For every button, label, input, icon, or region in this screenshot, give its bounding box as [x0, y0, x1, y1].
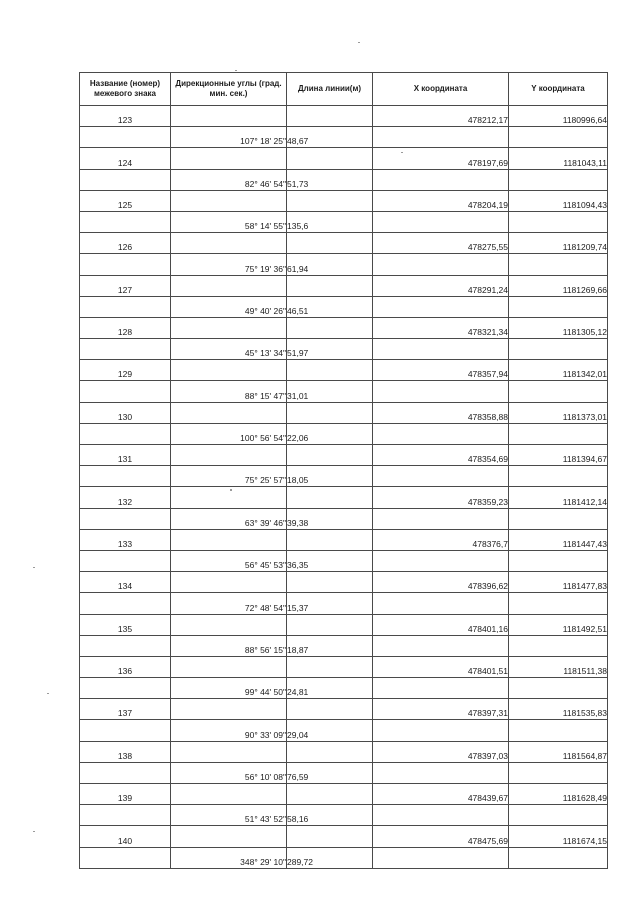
segment-row — [80, 678, 608, 699]
header-row — [80, 73, 608, 106]
point-number-cell — [80, 254, 171, 275]
segment-row — [80, 762, 608, 783]
direction-angle-cell — [171, 784, 287, 805]
header-name: Название (номер) межевого знака — [80, 73, 171, 106]
line-length-cell — [287, 826, 373, 847]
segment-row — [80, 805, 608, 826]
x-coordinate-cell — [373, 423, 509, 444]
y-coordinate-cell: 1181094,43 — [509, 190, 608, 211]
y-coordinate-cell — [509, 593, 608, 614]
segment-row — [80, 296, 608, 317]
direction-angle-cell: 58° 14' 55" — [171, 211, 287, 232]
line-length-cell — [287, 275, 373, 296]
y-coordinate-cell — [509, 254, 608, 275]
segment-row — [80, 381, 608, 402]
point-number-cell — [80, 466, 171, 487]
direction-angle-cell: 99° 44' 50" — [171, 678, 287, 699]
y-coordinate-cell — [509, 211, 608, 232]
direction-angle-cell: 88° 56' 15" — [171, 635, 287, 656]
line-length-cell: 18,05 — [287, 466, 373, 487]
y-coordinate-cell — [509, 296, 608, 317]
line-length-cell: 39,38 — [287, 508, 373, 529]
x-coordinate-cell: 478358,88 — [373, 402, 509, 423]
direction-angle-cell — [171, 572, 287, 593]
x-coordinate-cell — [373, 296, 509, 317]
direction-angle-cell — [171, 317, 287, 338]
y-coordinate-cell: 1181269,66 — [509, 275, 608, 296]
y-coordinate-cell — [509, 423, 608, 444]
point-number-cell: 129 — [80, 360, 171, 381]
direction-angle-cell — [171, 148, 287, 169]
direction-angle-cell — [171, 233, 287, 254]
scan-speck — [358, 42, 360, 43]
y-coordinate-cell — [509, 381, 608, 402]
line-length-cell: 15,37 — [287, 593, 373, 614]
line-length-cell: 36,35 — [287, 550, 373, 571]
point-row — [80, 148, 608, 169]
line-length-cell: 76,59 — [287, 762, 373, 783]
direction-angle-cell: 45° 13' 34" — [171, 339, 287, 360]
y-coordinate-cell: 1180996,64 — [509, 106, 608, 127]
line-length-cell: 22,06 — [287, 423, 373, 444]
direction-angle-cell: 72° 48' 54" — [171, 593, 287, 614]
line-length-cell — [287, 106, 373, 127]
direction-angle-cell — [171, 402, 287, 423]
x-coordinate-cell: 478212,17 — [373, 106, 509, 127]
line-length-cell — [287, 614, 373, 635]
point-number-cell — [80, 720, 171, 741]
direction-angle-cell — [171, 106, 287, 127]
y-coordinate-cell — [509, 678, 608, 699]
scan-speck — [47, 693, 49, 694]
x-coordinate-cell — [373, 720, 509, 741]
point-row — [80, 106, 608, 127]
point-number-cell: 124 — [80, 148, 171, 169]
y-coordinate-cell — [509, 847, 608, 868]
line-length-cell: 58,16 — [287, 805, 373, 826]
y-coordinate-cell: 1181373,01 — [509, 402, 608, 423]
point-number-cell — [80, 847, 171, 868]
segment-row — [80, 720, 608, 741]
direction-angle-cell: 100° 56' 54" — [171, 423, 287, 444]
y-coordinate-cell: 1181412,14 — [509, 487, 608, 508]
point-row — [80, 402, 608, 423]
point-number-cell: 137 — [80, 699, 171, 720]
x-coordinate-cell — [373, 593, 509, 614]
point-number-cell — [80, 593, 171, 614]
point-number-cell — [80, 678, 171, 699]
segment-row — [80, 339, 608, 360]
point-number-cell — [80, 550, 171, 571]
line-length-cell — [287, 445, 373, 466]
direction-angle-cell — [171, 741, 287, 762]
direction-angle-cell — [171, 487, 287, 508]
point-number-cell: 133 — [80, 529, 171, 550]
segment-row — [80, 847, 608, 868]
point-number-cell: 123 — [80, 106, 171, 127]
line-length-cell: 51,97 — [287, 339, 373, 360]
y-coordinate-cell: 1181477,83 — [509, 572, 608, 593]
y-coordinate-cell: 1181043,11 — [509, 148, 608, 169]
scan-speck — [33, 831, 35, 832]
y-coordinate-cell: 1181564,87 — [509, 741, 608, 762]
point-row — [80, 614, 608, 635]
point-number-cell: 136 — [80, 656, 171, 677]
header-length: Длина линии(м) — [287, 73, 373, 106]
x-coordinate-cell: 478376,7 — [373, 529, 509, 550]
line-length-cell — [287, 699, 373, 720]
x-coordinate-cell — [373, 381, 509, 402]
header-x: X координата — [373, 73, 509, 106]
line-length-cell: 51,73 — [287, 169, 373, 190]
x-coordinate-cell — [373, 805, 509, 826]
point-number-cell: 128 — [80, 317, 171, 338]
x-coordinate-cell — [373, 508, 509, 529]
point-row — [80, 656, 608, 677]
point-number-cell: 135 — [80, 614, 171, 635]
line-length-cell: 31,01 — [287, 381, 373, 402]
x-coordinate-cell: 478291,24 — [373, 275, 509, 296]
direction-angle-cell — [171, 699, 287, 720]
y-coordinate-cell: 1181511,38 — [509, 656, 608, 677]
y-coordinate-cell — [509, 169, 608, 190]
line-length-cell: 24,81 — [287, 678, 373, 699]
point-number-cell — [80, 762, 171, 783]
point-number-cell: 139 — [80, 784, 171, 805]
point-number-cell — [80, 423, 171, 444]
x-coordinate-cell — [373, 635, 509, 656]
segment-row — [80, 635, 608, 656]
x-coordinate-cell: 478197,69 — [373, 148, 509, 169]
point-number-cell — [80, 296, 171, 317]
y-coordinate-cell — [509, 127, 608, 148]
direction-angle-cell — [171, 360, 287, 381]
line-length-cell — [287, 190, 373, 211]
x-coordinate-cell — [373, 127, 509, 148]
x-coordinate-cell — [373, 550, 509, 571]
point-number-cell: 126 — [80, 233, 171, 254]
line-length-cell: 135,6 — [287, 211, 373, 232]
x-coordinate-cell: 478359,23 — [373, 487, 509, 508]
direction-angle-cell — [171, 614, 287, 635]
x-coordinate-cell: 478401,16 — [373, 614, 509, 635]
y-coordinate-cell — [509, 720, 608, 741]
line-length-cell: 29,04 — [287, 720, 373, 741]
direction-angle-cell — [171, 529, 287, 550]
boundary-coordinates-table — [79, 72, 608, 869]
line-length-cell: 48,67 — [287, 127, 373, 148]
x-coordinate-cell — [373, 762, 509, 783]
line-length-cell — [287, 741, 373, 762]
y-coordinate-cell — [509, 466, 608, 487]
point-number-cell: 138 — [80, 741, 171, 762]
direction-angle-cell: 75° 19' 36" — [171, 254, 287, 275]
segment-row — [80, 550, 608, 571]
header-angle: Дирекционные углы (град. мин. сек.) — [171, 73, 287, 106]
segment-row — [80, 423, 608, 444]
line-length-cell — [287, 148, 373, 169]
point-number-cell: 127 — [80, 275, 171, 296]
point-number-cell: 140 — [80, 826, 171, 847]
direction-angle-cell: 49° 40' 26" — [171, 296, 287, 317]
line-length-cell — [287, 402, 373, 423]
x-coordinate-cell — [373, 211, 509, 232]
point-number-cell — [80, 635, 171, 656]
direction-angle-cell: 82° 46' 54" — [171, 169, 287, 190]
line-length-cell: 289,72 — [287, 847, 373, 868]
direction-angle-cell: 56° 10' 08" — [171, 762, 287, 783]
direction-angle-cell — [171, 275, 287, 296]
y-coordinate-cell: 1181674,15 — [509, 826, 608, 847]
point-row — [80, 529, 608, 550]
x-coordinate-cell: 478357,94 — [373, 360, 509, 381]
point-row — [80, 699, 608, 720]
point-number-cell — [80, 508, 171, 529]
direction-angle-cell: 56° 45' 53" — [171, 550, 287, 571]
scan-speck — [235, 70, 237, 71]
y-coordinate-cell — [509, 550, 608, 571]
direction-angle-cell: 107° 18' 25" — [171, 127, 287, 148]
point-number-cell — [80, 381, 171, 402]
x-coordinate-cell: 478321,34 — [373, 317, 509, 338]
y-coordinate-cell — [509, 508, 608, 529]
x-coordinate-cell: 478397,31 — [373, 699, 509, 720]
point-number-cell — [80, 211, 171, 232]
point-number-cell: 131 — [80, 445, 171, 466]
point-row — [80, 445, 608, 466]
scan-speck — [33, 567, 35, 568]
point-number-cell — [80, 127, 171, 148]
table-body — [80, 106, 608, 869]
point-row — [80, 190, 608, 211]
point-row — [80, 784, 608, 805]
line-length-cell — [287, 529, 373, 550]
x-coordinate-cell — [373, 169, 509, 190]
line-length-cell — [287, 784, 373, 805]
direction-angle-cell: 348° 29' 10" — [171, 847, 287, 868]
line-length-cell: 18,87 — [287, 635, 373, 656]
segment-row — [80, 211, 608, 232]
y-coordinate-cell: 1181305,12 — [509, 317, 608, 338]
point-row — [80, 487, 608, 508]
segment-row — [80, 169, 608, 190]
point-row — [80, 572, 608, 593]
point-number-cell — [80, 805, 171, 826]
y-coordinate-cell: 1181492,51 — [509, 614, 608, 635]
line-length-cell — [287, 233, 373, 254]
segment-row — [80, 127, 608, 148]
y-coordinate-cell — [509, 635, 608, 656]
line-length-cell: 46,51 — [287, 296, 373, 317]
point-row — [80, 741, 608, 762]
direction-angle-cell: 75° 25' 57" — [171, 466, 287, 487]
direction-angle-cell — [171, 826, 287, 847]
y-coordinate-cell: 1181394,67 — [509, 445, 608, 466]
direction-angle-cell: 63° 39' 46" — [171, 508, 287, 529]
point-row — [80, 360, 608, 381]
point-number-cell: 130 — [80, 402, 171, 423]
y-coordinate-cell: 1181447,43 — [509, 529, 608, 550]
point-row — [80, 275, 608, 296]
x-coordinate-cell: 478397,03 — [373, 741, 509, 762]
line-length-cell — [287, 572, 373, 593]
direction-angle-cell — [171, 190, 287, 211]
y-coordinate-cell — [509, 805, 608, 826]
x-coordinate-cell: 478475,69 — [373, 826, 509, 847]
point-number-cell — [80, 339, 171, 360]
line-length-cell — [287, 360, 373, 381]
x-coordinate-cell — [373, 466, 509, 487]
x-coordinate-cell: 478396,62 — [373, 572, 509, 593]
direction-angle-cell — [171, 445, 287, 466]
direction-angle-cell: 88° 15' 47" — [171, 381, 287, 402]
direction-angle-cell — [171, 656, 287, 677]
x-coordinate-cell: 478401,51 — [373, 656, 509, 677]
point-row — [80, 233, 608, 254]
segment-row — [80, 508, 608, 529]
point-number-cell: 134 — [80, 572, 171, 593]
x-coordinate-cell — [373, 678, 509, 699]
point-number-cell: 125 — [80, 190, 171, 211]
header-y: Y координата — [509, 73, 608, 106]
line-length-cell — [287, 656, 373, 677]
y-coordinate-cell: 1181209,74 — [509, 233, 608, 254]
segment-row — [80, 466, 608, 487]
segment-row — [80, 593, 608, 614]
y-coordinate-cell: 1181342,01 — [509, 360, 608, 381]
line-length-cell — [287, 487, 373, 508]
direction-angle-cell: 51° 43' 52" — [171, 805, 287, 826]
x-coordinate-cell — [373, 339, 509, 360]
point-number-cell: 132 — [80, 487, 171, 508]
direction-angle-cell: 90° 33' 09" — [171, 720, 287, 741]
y-coordinate-cell: 1181535,83 — [509, 699, 608, 720]
y-coordinate-cell: 1181628,49 — [509, 784, 608, 805]
x-coordinate-cell — [373, 847, 509, 868]
x-coordinate-cell: 478439,67 — [373, 784, 509, 805]
y-coordinate-cell — [509, 339, 608, 360]
point-row — [80, 826, 608, 847]
line-length-cell: 61,94 — [287, 254, 373, 275]
point-row — [80, 317, 608, 338]
x-coordinate-cell: 478275,55 — [373, 233, 509, 254]
x-coordinate-cell — [373, 254, 509, 275]
x-coordinate-cell: 478204,19 — [373, 190, 509, 211]
point-number-cell — [80, 169, 171, 190]
segment-row — [80, 254, 608, 275]
x-coordinate-cell: 478354,69 — [373, 445, 509, 466]
line-length-cell — [287, 317, 373, 338]
y-coordinate-cell — [509, 762, 608, 783]
